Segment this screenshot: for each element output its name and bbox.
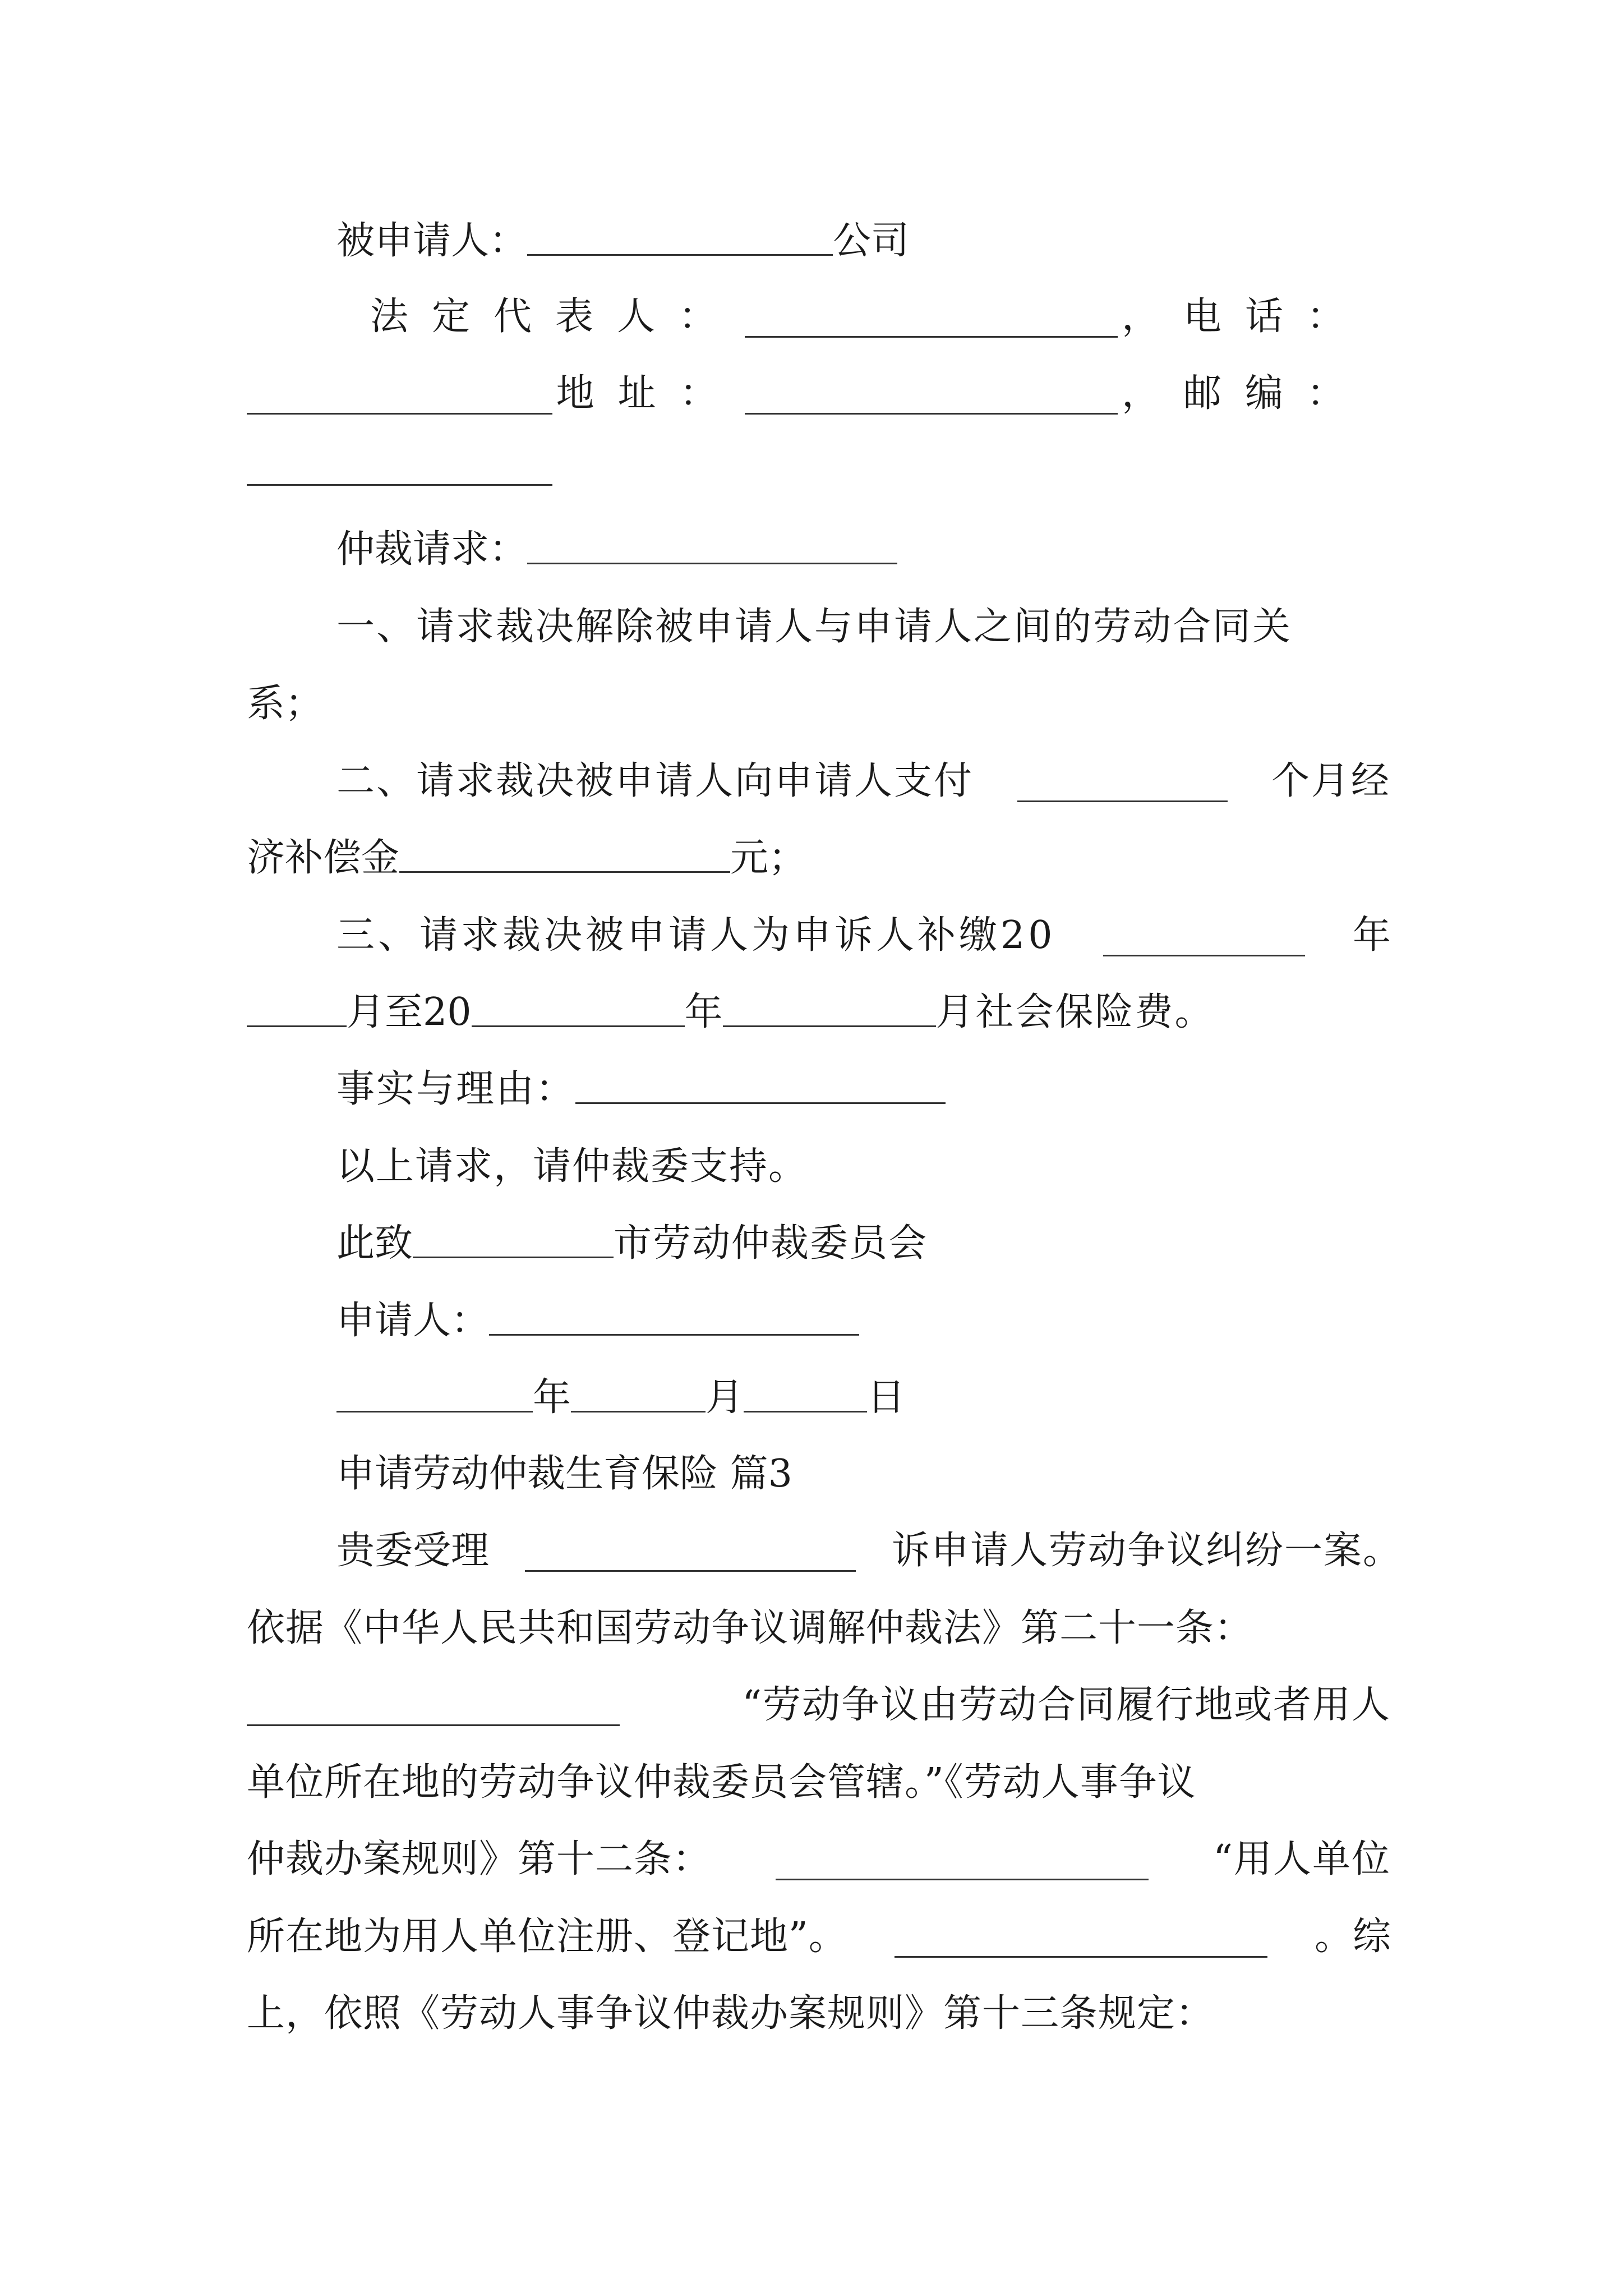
committee-name: 市劳动仲裁委员会 (614, 1221, 928, 1266)
addressee-prefix: 此致 (336, 1221, 413, 1266)
phone-blank (247, 374, 552, 415)
registration-text: 所在地为用人单位注册、登记地”。 (247, 1915, 847, 1959)
date-line (336, 1364, 1009, 1432)
jurisdiction-quote-text: “劳动争议由劳动合同履行地或者用人 (742, 1683, 1391, 1727)
legal-basis-line (247, 1595, 1391, 1662)
date-year-blank (336, 1372, 533, 1412)
address-blank (745, 374, 1118, 415)
legal-rep-blank (745, 297, 1118, 338)
postcode-label: ，邮编： (1121, 371, 1368, 416)
months-blank (1017, 761, 1228, 802)
compensation-blank (399, 832, 730, 873)
date-year-label: 年 (533, 1375, 571, 1420)
case-accept-line (336, 1517, 1402, 1585)
support-request-text: 以上请求，请仲裁委支持。 (336, 1144, 808, 1189)
case-party-blank (525, 1531, 856, 1572)
postcode-blank (247, 445, 552, 486)
end-year-blank (472, 986, 685, 1027)
date-month-label: 月 (706, 1375, 744, 1420)
address-label: 地址： (556, 371, 741, 416)
start-year-blank (1103, 915, 1305, 956)
yuan-suffix: 元； (730, 836, 807, 880)
request-1-cont-line (247, 670, 583, 738)
case-accept-text: 诉申请人劳动争议纠纷一案。 (891, 1529, 1402, 1573)
applicant-blank (489, 1295, 859, 1336)
applicant-line (336, 1287, 1009, 1355)
end-month-blank (723, 986, 936, 1027)
date-month-blank (571, 1372, 706, 1412)
address-line (247, 360, 1368, 427)
jurisdiction-cont-text: 单位所在地的劳动争议仲裁委员会管辖。”《劳动人事争议 (247, 1760, 1196, 1805)
section-heading-line (336, 1441, 1066, 1508)
respondent-line (336, 208, 1009, 275)
date-day-blank (744, 1372, 867, 1412)
months-suffix: 个月经 (1271, 759, 1391, 803)
applicant-label: 申请人： (336, 1299, 490, 1343)
rule-13-text: 上，依照《劳动人事争议仲裁办案规则》第十三条规定： (247, 1991, 1215, 2036)
date-day-label: 日 (867, 1375, 906, 1420)
jurisdiction-quote-line (247, 1672, 1391, 1739)
start-month-blank (247, 986, 347, 1027)
rule-12-text: 仲裁办案规则》第十二条： (247, 1837, 712, 1881)
respondent-label: 被申请人： (336, 219, 528, 263)
respondent-name-blank (527, 215, 833, 256)
summary-start: 。综 (1314, 1915, 1391, 1959)
arbitration-request-line (336, 516, 1009, 583)
request-1-cont-text: 系； (247, 682, 324, 726)
postcode-line (247, 438, 583, 505)
request-3-line (336, 902, 1391, 969)
request-1-text: 一、请求裁决解除被申请人与申请人之间的劳动合同关 (336, 605, 1293, 649)
quote-blank-2 (776, 1839, 1149, 1880)
compensation-label: 济补偿金 (247, 836, 400, 880)
city-blank (413, 1217, 614, 1258)
year-suffix-2: 年 (684, 990, 723, 1034)
jurisdiction-cont-line (247, 1749, 1391, 1816)
facts-blank (575, 1063, 946, 1104)
request-3-cont-line (247, 979, 1215, 1046)
request-2-cont-line (247, 825, 920, 892)
employer-quote-start: “用人单位 (1213, 1837, 1391, 1881)
request-2-text: 二、请求裁决被申请人向申请人支付 (336, 759, 974, 803)
registration-line (247, 1903, 1391, 1971)
rule-13-line (247, 1980, 1391, 2047)
case-accept-prefix: 贵委受理 (336, 1529, 490, 1573)
month-to-text: 月至20 (347, 990, 472, 1034)
quote-blank-1 (247, 1685, 620, 1726)
quote-blank-3 (895, 1917, 1267, 1958)
support-request-line (336, 1133, 1066, 1200)
facts-line (336, 1056, 1066, 1123)
addressee-line (336, 1210, 1122, 1277)
request-3-text: 三、请求裁决被申请人为申诉人补缴20 (336, 913, 1056, 958)
arbitration-request-blank (527, 523, 897, 564)
year-suffix-1: 年 (1352, 913, 1391, 958)
request-2-line (336, 748, 1391, 815)
rule-12-line (247, 1826, 1391, 1893)
request-1-line (336, 593, 1402, 661)
section-heading: 申请劳动仲裁生育保险 篇3 (336, 1452, 792, 1496)
legal-basis-text: 依据《中华人民共和国劳动争议调解仲裁法》第二十一条： (247, 1606, 1253, 1650)
legal-rep-line (370, 283, 1368, 351)
social-insurance-text: 月社会保险费。 (935, 990, 1215, 1034)
facts-label: 事实与理由： (336, 1067, 576, 1111)
arbitration-request-label: 仲裁请求： (336, 527, 528, 572)
company-suffix: 公司 (833, 219, 910, 263)
phone-label: ，电话： (1121, 295, 1368, 339)
legal-rep-label: 法定代表人： (370, 295, 741, 339)
